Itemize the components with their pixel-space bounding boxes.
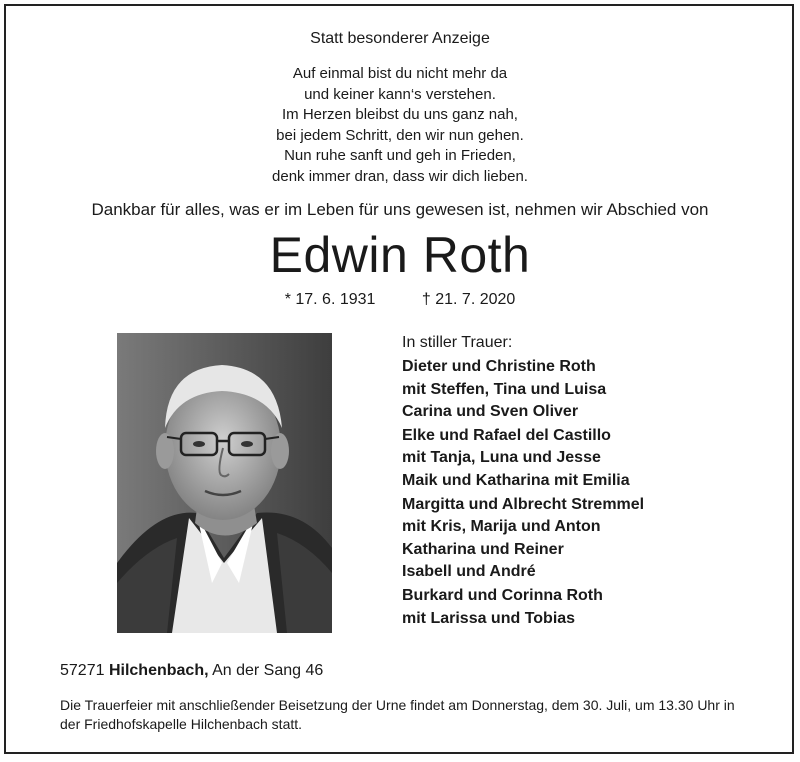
death-date: † 21. 7. 2020	[421, 291, 516, 308]
mourner-line: Maik und Katharina mit Emilia	[402, 471, 630, 489]
address	[60, 662, 323, 680]
mourner-group	[402, 585, 644, 630]
mourner-line: Katharina und Reiner	[402, 540, 564, 558]
mourner-line: mit Larissa und Tobias	[402, 609, 576, 627]
address-zip: 57271	[60, 662, 105, 679]
life-dates	[0, 291, 800, 309]
address-city: Hilchenbach,	[108, 662, 209, 679]
poem-line: bei jedem Schritt, den wir nun gehen.	[276, 126, 524, 144]
poem-line: denk immer dran, dass wir dich lieben.	[272, 167, 528, 185]
mourner-line: mit Kris, Marija und Anton	[402, 518, 601, 536]
poem-line: und keiner kann‘s verstehen.	[304, 85, 496, 103]
mourner-group	[402, 494, 644, 583]
mourner-line: Elke und Rafael del Castillo	[402, 427, 611, 445]
deceased-name: Edwin Roth	[269, 227, 531, 283]
mourner-line: Burkard und Corinna Roth	[402, 587, 603, 605]
poem-line: Im Herzen bleibst du uns ganz nah,	[282, 106, 518, 123]
intro-text: Dankbar für alles, was er im Leben für uns gewesen ist, nehmen wir Abschied von	[91, 200, 709, 219]
portrait-image	[117, 333, 332, 633]
mourner-line: Margitta und Albrecht Stremmel	[402, 496, 645, 514]
mourner-line: Isabell und André	[402, 562, 536, 580]
mourners-list	[402, 332, 644, 632]
service-info: Die Trauerfeier mit anschließender Beisetzung der Urne findet am Donnerstag, dem 30. Juli, um 13.30 Uhr in der Friedhofskapelle Hilchenbach statt.	[60, 697, 735, 732]
birth-date: * 17. 6. 1931	[284, 291, 376, 308]
mourner-line: mit Tanja, Luna und Jesse	[402, 449, 601, 467]
poem-line: Nun ruhe sanft und geh in Frieden,	[284, 147, 516, 164]
mourner-line: Carina und Sven Oliver	[402, 402, 579, 420]
notice-heading: Statt besonderer Anzeige	[310, 30, 490, 47]
address-street: An der Sang 46	[212, 662, 324, 679]
mourner-line: mit Steffen, Tina und Luisa	[402, 380, 607, 398]
mourner-line: Dieter und Christine Roth	[402, 358, 596, 376]
poem	[0, 64, 800, 187]
mourner-group	[402, 425, 644, 492]
poem-line: Auf einmal bist du nicht mehr da	[292, 65, 508, 82]
mourner-group	[402, 356, 644, 423]
mourners-lead: In stiller Trauer:	[402, 334, 513, 351]
portrait-photo	[117, 333, 332, 633]
